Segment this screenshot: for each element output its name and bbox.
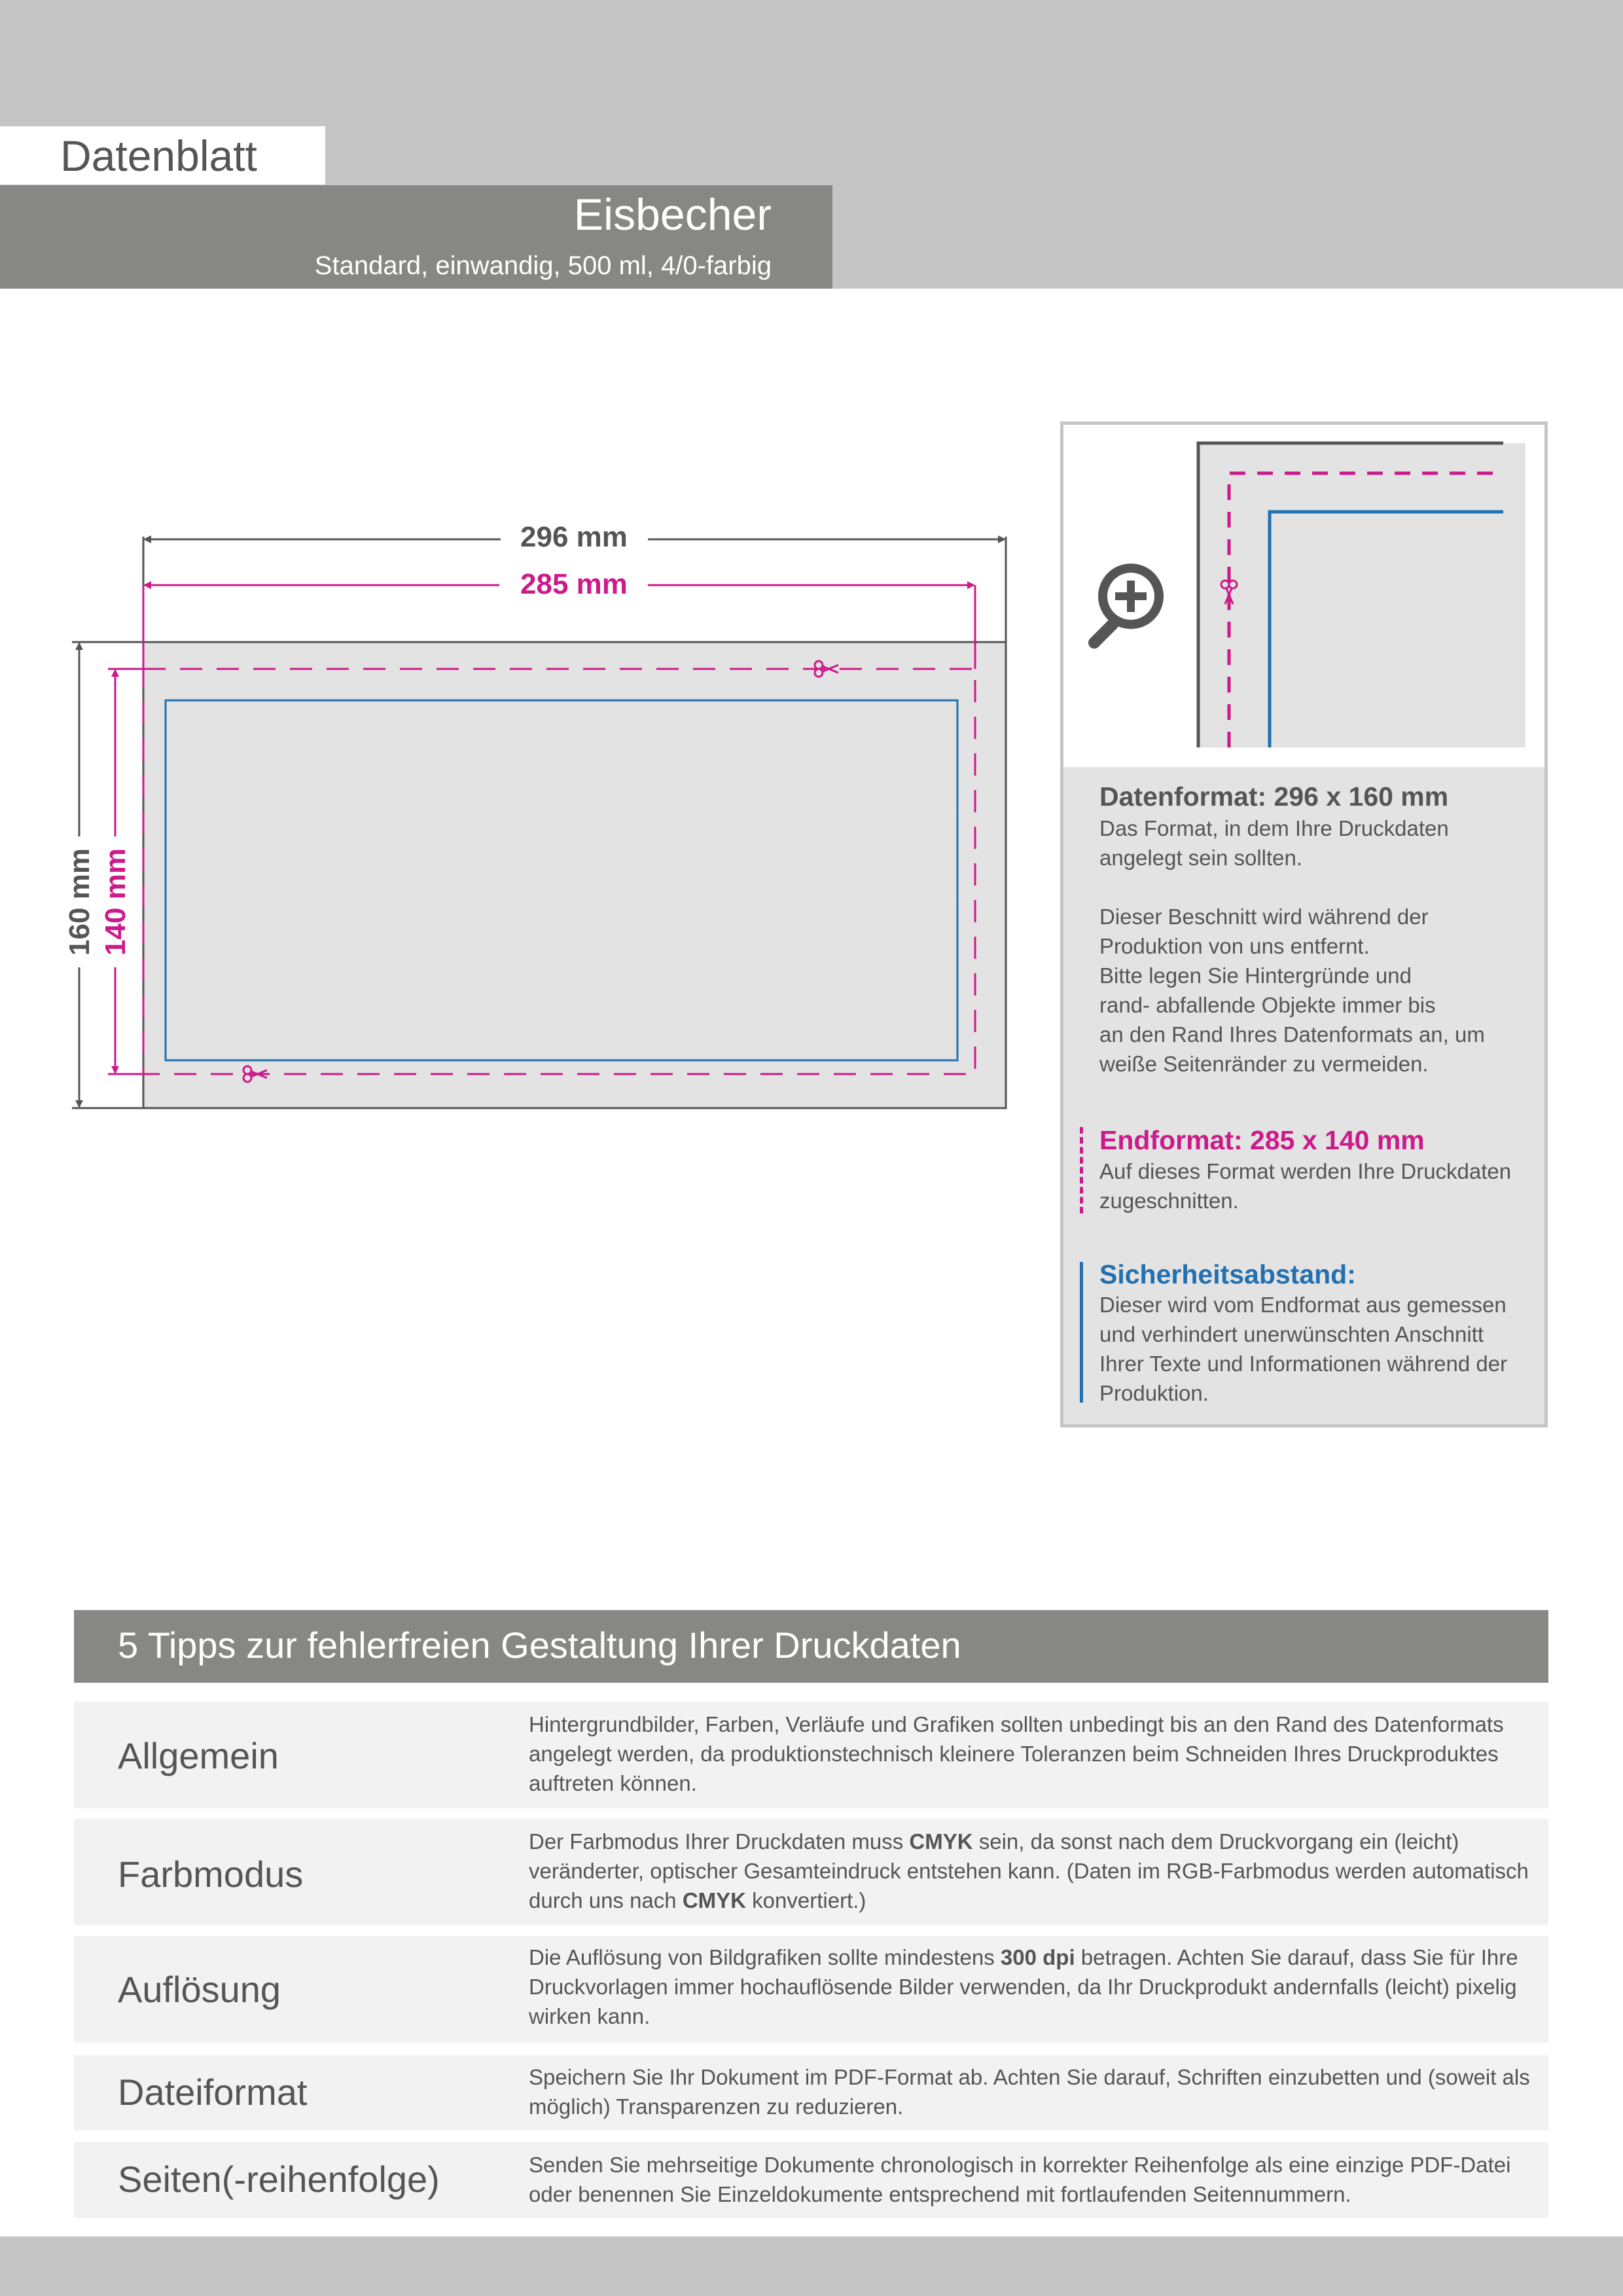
tips-title: 5 Tipps zur fehlerfreien Gestaltung Ihrer Druckdaten [118,1624,961,1666]
format-diagram [0,471,1021,1126]
data-format-rect [143,642,1006,1108]
tip-row-farbmodus [74,1819,1548,1925]
tip-text-part: Der Farbmodus Ihrer Druckdaten muss [529,1829,910,1854]
end-format-body: Auf dieses Format werden Ihre Druckdaten zugeschnitten. [1099,1159,1512,1213]
product-title: Eisbecher [573,190,772,240]
data-width-label: 296 mm [520,521,628,553]
zoom-in-icon [1094,564,1164,643]
bottom-band [0,2236,1623,2296]
tip-text-bold: 300 dpi [1000,1945,1075,1969]
tip-text [529,1943,1537,2031]
safety-heading: Sicherheitsabstand: [1099,1259,1356,1289]
data-height-label: 160 mm [63,848,96,956]
tip-text [529,1827,1537,1915]
tip-text-part: sein, da sonst nach dem Druckvorgang ein (leicht) veränderter, optischer Gesamteindruck entstehen kann. (Daten im RGB-Farbmodus werden automatisch durch uns nach [529,1829,1529,1912]
tip-label: Seiten(-reihenfolge) [118,2159,440,2200]
tip-row-dateiformat [74,2055,1548,2130]
tip-text-part: Die Auflösung von Bildgrafiken sollte mindestens [529,1945,1001,1969]
safety-body: Dieser wird vom Endformat aus gemessen und verhindert unerwünschten Anschnitt Ihrer Texte und Informationen während der Produktion. [1099,1293,1508,1405]
data-format-body: Das Format, in dem Ihre Druckdaten angelegt sein sollten. [1099,816,1449,870]
tip-row-allgemein [74,1702,1548,1808]
bleed-note: Dieser Beschnitt wird während der Produktion von uns entfernt. Bitte legen Sie Hintergründe und rand- abfallende Objekte immer bis an den Rand Ihres Datenformats an, um weiße Seitenränder zu vermeiden. [1099,905,1485,1076]
tip-text-part: betragen. Achten Sie darauf, dass Sie für Ihre Druckvorlagen immer hochauflösende Bilder verwenden, da Ihr Druckprodukt andernfalls (leicht) pixelig wirken kann. [529,1945,1518,2028]
tip-label: Auflösung [118,1969,281,2010]
data-format-heading: Datenformat: 296 x 160 mm [1099,781,1449,812]
end-format-heading: Endformat: 285 x 140 mm [1099,1125,1425,1155]
end-height-label: 140 mm [99,848,132,956]
tip-text-part: konvertiert.) [746,1888,866,1912]
tip-text-bold: CMYK [682,1888,746,1912]
doc-type-label: Datenblatt [60,132,257,180]
zoom-detail [1063,425,1544,765]
tip-text: Senden Sie mehrseitige Dokumente chronologisch in korrekter Reihenfolge als eine einzige PDF-Datei oder benennen Sie Einzeldokumente entsprechend mit fortlaufenden Seitennummern. [529,2153,1511,2206]
tip-label: Allgemein [118,1735,279,1776]
tip-row-seiten [74,2142,1548,2218]
tip-label: Farbmodus [118,1854,304,1895]
tip-label: Dateiformat [118,2072,308,2113]
tip-text: Speichern Sie Ihr Dokument im PDF-Format ab. Achten Sie darauf, Schriften einzubetten und (soweit als möglich) Transparenzen zu reduzieren. [529,2065,1530,2119]
tip-row-aufloesung [74,1936,1548,2043]
safety-marker [1080,1262,1083,1403]
end-width-label: 285 mm [520,568,628,600]
tip-text: Hintergrundbilder, Farben, Verläufe und Grafiken sollten unbedingt bis an den Rand des Datenformats angelegt werden, da produktionstechnisch kleinere Toleranzen beim Schneiden Ihres Druckproduktes auftreten können. [529,1712,1504,1795]
product-subtitle: Standard, einwandig, 500 ml, 4/0-farbig [314,251,772,280]
tip-text-bold: CMYK [909,1829,973,1854]
end-format-marker [1080,1127,1083,1213]
